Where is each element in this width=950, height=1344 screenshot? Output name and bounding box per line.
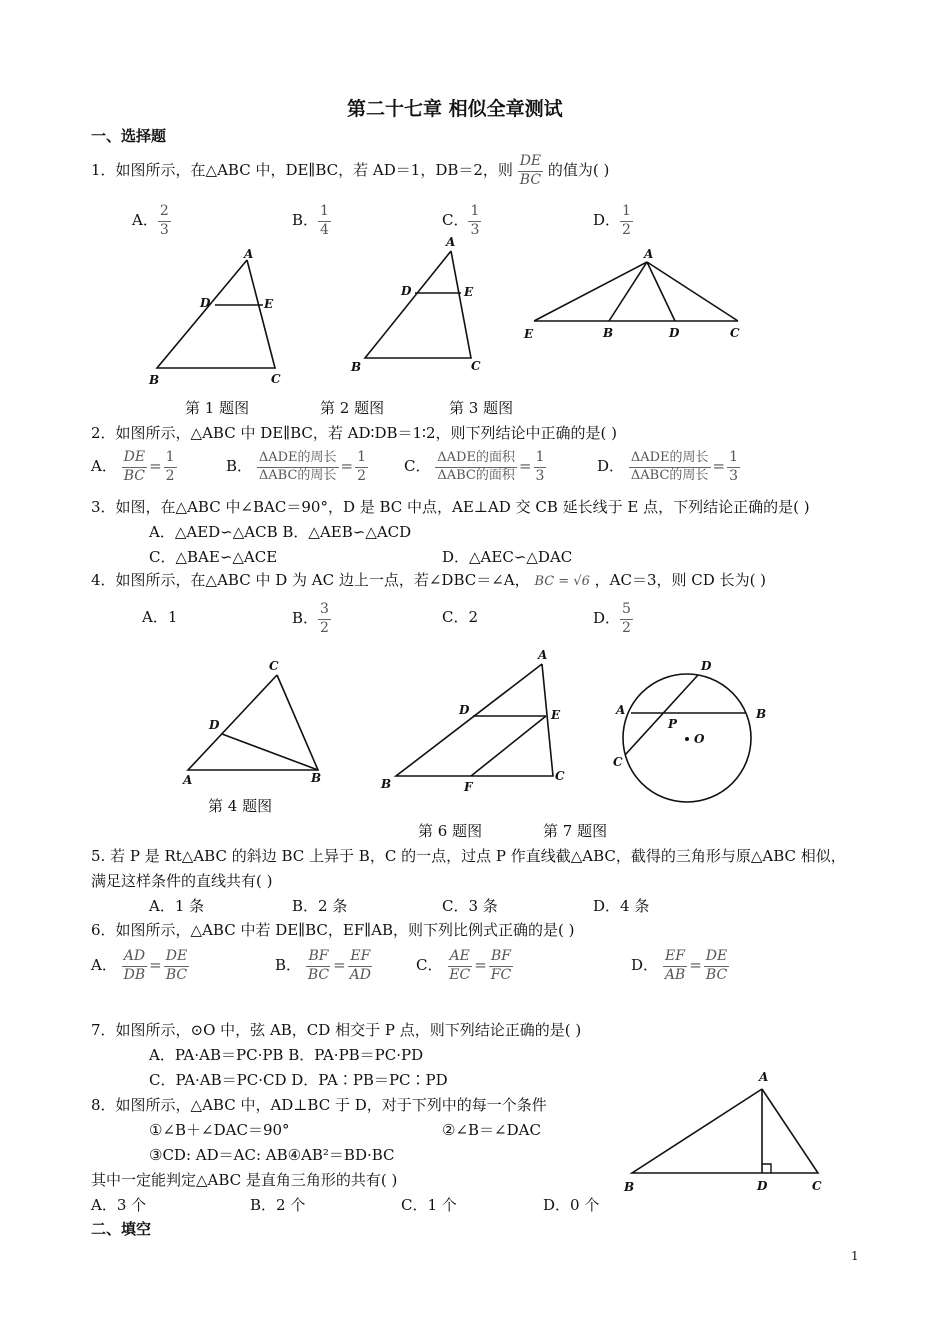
figure-4 xyxy=(175,655,335,790)
caption-fig7: 第 7 题图 xyxy=(543,822,608,840)
question-2: 2．如图所示，△ABC 中 DE∥BC，若 AD∶DB＝1∶2，则下列结论中正确的是( ) xyxy=(91,424,617,442)
q2-c-den: ΔABC的面积 xyxy=(437,467,515,483)
q1-b-den: 4 xyxy=(320,221,329,238)
question-4 xyxy=(91,572,766,590)
fig3-label-c: C xyxy=(730,326,740,340)
q2-d-rden: 3 xyxy=(729,467,739,484)
q6-b-eq: = xyxy=(333,956,346,975)
q1-c-den: 3 xyxy=(470,221,480,238)
q8-option-b: B．2 个 xyxy=(250,1196,306,1214)
section-heading-fill: 二、填空 xyxy=(91,1220,152,1238)
q1-d-num: 1 xyxy=(620,203,633,222)
q2-a-rden: 2 xyxy=(165,467,175,484)
fig4-label-b: B xyxy=(311,771,322,785)
q6-c-den1: EC xyxy=(449,966,471,983)
fig1-label-e: E xyxy=(264,297,274,311)
q6-c-eq: = xyxy=(474,956,487,975)
q2-a-rnum: 1 xyxy=(164,449,177,468)
q2-c-num: ΔADE的面积 xyxy=(435,450,517,467)
q4-tail: ，AC＝3，则 CD 长为( ) xyxy=(594,571,767,589)
q1-d-den: 2 xyxy=(622,221,631,238)
q4-option-d xyxy=(593,601,633,637)
q4-text: 4．如图所示，在△ABC 中 D 为 AC 边上一点，若∠DBC＝∠A， xyxy=(91,571,530,589)
q6-b-num1: BF xyxy=(306,948,330,967)
question-3: 3．如图，在△ABC 中∠BAC＝90°，D 是 BC 中点，AE⊥AD 交 CB 延长线于 E 点，下列结论正确的是( ) xyxy=(91,498,810,516)
q6-option-a xyxy=(91,948,189,984)
question-5-line2: 满足这样条件的直线共有( ) xyxy=(91,872,273,890)
q1-a-den: 3 xyxy=(159,221,169,238)
q4-option-b xyxy=(292,601,331,637)
q4-option-b-label: B． xyxy=(292,609,319,627)
q2-option-b-label: B． xyxy=(226,457,253,475)
q1-option-b xyxy=(292,203,331,239)
question-7: 7．如图所示，⊙O 中，弦 AB，CD 相交于 P 点，则下列结论正确的是( ) xyxy=(91,1021,582,1039)
question-8: 8．如图所示，△ABC 中，AD⊥BC 于 D，对于下列中的每一个条件 xyxy=(91,1096,547,1114)
q1-option-b-label: B． xyxy=(292,211,319,229)
q1-option-d-label: D． xyxy=(593,211,621,229)
question-5: 5. 若 P 是 Rt△ABC 的斜边 BC 上异于 B，C 的一点，过点 P 作直线截△ABC，截得的三角形与原△ABC 相似， xyxy=(91,847,846,865)
fig2-label-d: D xyxy=(401,284,412,298)
fig1-label-c: C xyxy=(271,372,281,386)
q6-option-c xyxy=(416,948,513,984)
q1-a-num: 2 xyxy=(158,203,171,222)
fig8-label-d: D xyxy=(757,1179,768,1193)
fig7-label-o: O xyxy=(694,732,705,746)
q8-condition-1: ①∠B＋∠DAC＝90° xyxy=(149,1121,290,1139)
fig7-label-d: D xyxy=(701,659,712,673)
q2-b-den: ΔABC的周长 xyxy=(258,467,337,483)
q1-option-a-label: A． xyxy=(132,211,158,229)
q2-option-d-label: D． xyxy=(597,457,625,475)
q5-option-b: B．2 条 xyxy=(292,897,348,915)
q1-option-a xyxy=(132,203,171,239)
fig2-label-c: C xyxy=(471,359,481,373)
fig4-label-c: C xyxy=(269,659,279,673)
section-heading-choice: 一、选择题 xyxy=(91,127,167,145)
q7-options-ab: A．PA·AB＝PC·PB B．PA·PB＝PC·PD xyxy=(149,1046,424,1064)
figure-3 xyxy=(520,245,750,345)
q1-frac-num: DE xyxy=(518,153,543,172)
page-title: 第二十七章 相似全章测试 xyxy=(347,98,563,120)
q8-option-c: C．1 个 xyxy=(401,1196,457,1214)
fig1-label-d: D xyxy=(200,296,211,310)
fig7-label-b: B xyxy=(756,707,767,721)
figure-1 xyxy=(140,245,300,390)
q4-option-d-label: D． xyxy=(593,609,621,627)
q2-d-rnum: 1 xyxy=(727,449,740,468)
fig2-label-e: E xyxy=(464,285,474,299)
q6-option-d xyxy=(631,948,729,984)
fig6-label-c: C xyxy=(555,769,565,783)
fig6-label-f: F xyxy=(464,780,473,794)
q4-d-num: 5 xyxy=(620,601,633,620)
q7-options-cd: C．PA·AB＝PC·CD D．PA∶PB＝PC∶PD xyxy=(149,1071,448,1089)
q6-option-b-label: B． xyxy=(275,956,302,974)
q2-b-rden: 2 xyxy=(357,467,367,484)
q1-text: 1．如图所示，在△ABC 中，DE∥BC，若 AD＝1，DB＝2，则 xyxy=(91,161,513,179)
q5-option-a: A．1 条 xyxy=(149,897,205,915)
caption-fig3: 第 3 题图 xyxy=(449,399,514,417)
q2-a-num: DE xyxy=(122,449,147,468)
q2-b-rnum: 1 xyxy=(355,449,368,468)
q5-option-c: C．3 条 xyxy=(442,897,498,915)
q4-b-num: 3 xyxy=(318,601,331,620)
question-6: 6．如图所示，△ABC 中若 DE∥BC，EF∥AB，则下列比例式正确的是( ) xyxy=(91,921,575,939)
q1-tail: 的值为( ) xyxy=(547,161,610,179)
q2-option-b xyxy=(226,449,368,485)
fig3-label-e: E xyxy=(524,327,534,341)
q4-option-a: A．1 xyxy=(142,608,178,626)
q6-d-den1: AB xyxy=(664,966,686,983)
fig8-label-b: B xyxy=(624,1180,635,1194)
q2-option-d xyxy=(597,449,740,485)
figure-6 xyxy=(375,648,575,798)
question-1 xyxy=(91,153,609,189)
q8-condition-3-4: ③CD: AD＝AC: AB④AB²＝BD·BC xyxy=(149,1146,395,1164)
q6-a-den2: BC xyxy=(165,966,188,983)
q1-option-c-label: C． xyxy=(442,211,469,229)
q6-option-a-label: A． xyxy=(91,956,117,974)
fig2-label-a: A xyxy=(446,235,456,249)
q6-a-den1: DB xyxy=(123,966,146,983)
q2-c-rnum: 1 xyxy=(534,449,547,468)
q8-option-a: A．3 个 xyxy=(91,1196,147,1214)
q4-d-den: 2 xyxy=(622,619,631,636)
fig1-label-b: B xyxy=(149,373,160,387)
q1-frac-den: BC xyxy=(519,171,542,188)
q6-c-den2: FC xyxy=(490,966,512,983)
q6-c-num2: BF xyxy=(489,948,513,967)
caption-fig6: 第 6 题图 xyxy=(418,822,483,840)
fig3-label-a: A xyxy=(644,247,654,261)
figure-8 xyxy=(620,1065,830,1195)
q8-option-d: D．0 个 xyxy=(543,1196,600,1214)
q6-d-num1: EF xyxy=(663,948,687,967)
q1-c-num: 1 xyxy=(468,203,481,222)
q2-b-num: ΔADE的周长 xyxy=(257,450,339,467)
fig7-label-c: C xyxy=(613,755,623,769)
q6-d-num2: DE xyxy=(704,948,729,967)
q6-a-num2: DE xyxy=(164,948,189,967)
fig6-label-b: B xyxy=(381,777,392,791)
fig3-label-b: B xyxy=(603,326,614,340)
q2-option-c-label: C． xyxy=(404,457,431,475)
fig8-label-c: C xyxy=(812,1179,822,1193)
q2-b-eq: = xyxy=(340,457,354,476)
q2-d-num: ΔADE的周长 xyxy=(629,450,711,467)
q2-option-c xyxy=(404,449,546,485)
q6-b-den1: BC xyxy=(307,966,330,983)
q2-option-a-label: A． xyxy=(91,457,117,475)
fig4-label-a: A xyxy=(183,773,193,787)
q6-b-num2: EF xyxy=(348,948,372,967)
q2-a-den: BC xyxy=(123,467,145,484)
q6-option-d-label: D． xyxy=(631,956,659,974)
q6-d-eq: = xyxy=(689,956,702,975)
q5-option-d: D．4 条 xyxy=(593,897,650,915)
fig7-label-p: P xyxy=(668,717,678,731)
fig6-label-d: D xyxy=(459,703,470,717)
caption-fig1: 第 1 题图 xyxy=(185,399,250,417)
fig1-label-a: A xyxy=(244,247,254,261)
q2-d-den: ΔABC的周长 xyxy=(630,467,709,483)
q4-option-c: C．2 xyxy=(442,608,479,626)
caption-fig4: 第 4 题图 xyxy=(208,797,273,815)
q2-a-eq: = xyxy=(149,457,162,476)
q3-option-d: D．△AEC∽△DAC xyxy=(442,548,573,566)
q3-options-ab: A．△AED∽△ACB B．△AEB∽△ACD xyxy=(149,523,412,541)
caption-fig2: 第 2 题图 xyxy=(320,399,385,417)
q1-b-num: 1 xyxy=(318,203,331,222)
q2-c-rden: 3 xyxy=(535,467,545,484)
q2-option-a xyxy=(91,449,177,485)
q4-sqrt-expression: BC = √6 xyxy=(534,574,590,589)
fig4-label-d: D xyxy=(209,718,220,732)
figure-7 xyxy=(608,655,783,805)
question-8-line2: 其中一定能判定△ABC 是直角三角形的共有( ) xyxy=(91,1171,398,1189)
q1-fraction xyxy=(518,153,543,189)
q6-option-b xyxy=(275,948,373,984)
q4-b-den: 2 xyxy=(320,619,329,636)
q1-option-d xyxy=(593,203,633,239)
q6-option-c-label: C． xyxy=(416,956,443,974)
figure-2 xyxy=(345,233,505,378)
fig7-label-a: A xyxy=(616,703,626,717)
fig8-label-a: A xyxy=(759,1070,769,1084)
q6-b-den2: AD xyxy=(349,966,371,983)
fig2-label-b: B xyxy=(351,360,362,374)
q6-a-num1: AD xyxy=(122,948,147,967)
fig6-label-a: A xyxy=(538,648,548,662)
fig3-label-d: D xyxy=(669,326,680,340)
q6-c-num1: AE xyxy=(448,948,472,967)
q6-d-den2: BC xyxy=(705,966,728,983)
q2-d-eq: = xyxy=(712,457,726,476)
page-number: 1 xyxy=(851,1249,859,1263)
q2-c-eq: = xyxy=(518,457,532,476)
q8-condition-2: ②∠B＝∠DAC xyxy=(442,1121,541,1139)
q3-option-c: C．△BAE∽△ACE xyxy=(149,548,278,566)
fig6-label-e: E xyxy=(551,708,561,722)
q6-a-eq: = xyxy=(149,956,162,975)
